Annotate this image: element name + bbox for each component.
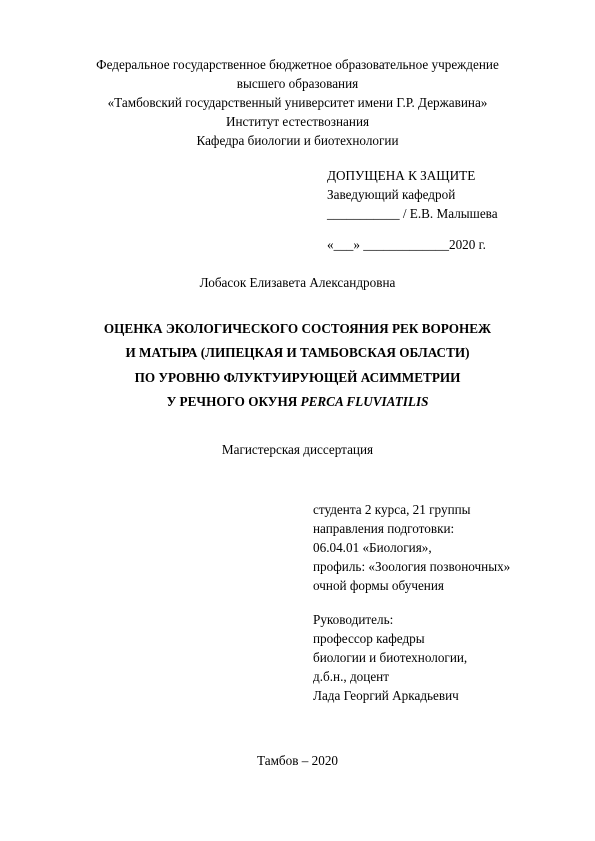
approval-role: Заведующий кафедрой	[327, 187, 456, 202]
title-line-2: И МАТЫРА (ЛИПЕЦКАЯ И ТАМБОВСКАЯ ОБЛАСТИ)	[125, 345, 470, 360]
author-name: Лобасок Елизавета Александровна	[199, 275, 396, 290]
title-line-1: ОЦЕНКА ЭКОЛОГИЧЕСКОГО СОСТОЯНИЯ РЕК ВОРОНЕЖ	[103, 321, 492, 336]
student-line: профиль: «Зоология позвоночных»	[313, 559, 511, 574]
title-line-4	[0, 393, 595, 411]
supervisor-line: профессор кафедры	[313, 631, 425, 646]
supervisor-line: Руководитель:	[313, 612, 394, 627]
city-year-footer: Тамбов – 2020	[256, 753, 339, 768]
header-line-education: высшего образования	[236, 76, 359, 91]
approval-title: ДОПУЩЕНА К ЗАЩИТЕ	[327, 168, 476, 183]
header-line-department: Кафедра биологии и биотехнологии	[196, 133, 399, 148]
student-line: студента 2 курса, 21 группы	[313, 502, 471, 517]
header-line-ministry: Федеральное государственное бюджетное образовательное учреждение	[96, 57, 499, 72]
student-line: 06.04.01 «Биология»,	[313, 540, 432, 555]
header-line-institute: Институт естествознания	[225, 114, 370, 129]
supervisor-line: Лада Георгий Аркадьевич	[313, 688, 459, 703]
work-type: Магистерская диссертация	[221, 442, 374, 457]
student-line: очной формы обучения	[313, 578, 444, 593]
student-line: направления подготовки:	[313, 521, 455, 536]
species-name: PERCA FLUVIATILIS	[300, 394, 429, 409]
approval-date-line: «___» _____________2020 г.	[327, 237, 486, 252]
supervisor-line: д.б.н., доцент	[313, 669, 389, 684]
title-line-3: ПО УРОВНЮ ФЛУКТУИРУЮЩЕЙ АСИММЕТРИИ	[134, 370, 461, 385]
title-line-4-prefix: У РЕЧНОГО ОКУНЯ	[166, 394, 301, 409]
header-line-university: «Тамбовский государственный университет имени Г.Р. Державина»	[107, 95, 488, 110]
approval-signature-line: ___________ / Е.В. Малышева	[327, 206, 498, 221]
supervisor-line: биологии и биотехнологии,	[313, 650, 468, 665]
